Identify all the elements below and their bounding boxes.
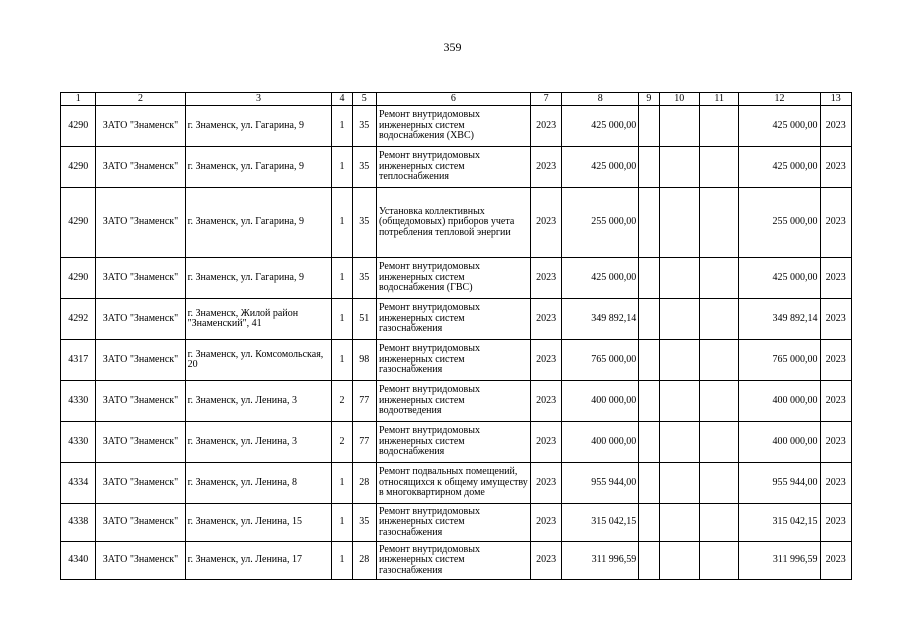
cell-col-10	[659, 258, 700, 299]
cell-total-cost: 425 000,00	[739, 258, 820, 299]
cell-completion-year: 2023	[820, 340, 852, 381]
column-header-2: 2	[96, 93, 185, 106]
table-row	[61, 542, 852, 580]
cell-col-10	[659, 106, 700, 147]
cell-work-type: Ремонт внутридомовых инженерных систем водоснабжения (ХВС)	[376, 106, 530, 147]
cell-municipality: ЗАТО "Знаменск"	[96, 381, 185, 422]
cell-col-5: 98	[352, 340, 376, 381]
cell-total-cost: 400 000,00	[739, 422, 820, 463]
column-header-11: 11	[700, 93, 739, 106]
cell-col-10	[659, 381, 700, 422]
table-row	[61, 463, 852, 504]
cell-year: 2023	[530, 504, 561, 542]
cell-col-9	[639, 299, 659, 340]
cell-total-cost: 425 000,00	[739, 106, 820, 147]
cell-address: г. Знаменск, ул. Гагарина, 9	[185, 106, 332, 147]
cell-col-9	[639, 106, 659, 147]
cell-col-11	[700, 463, 739, 504]
cell-total-cost: 311 996,59	[739, 542, 820, 580]
cell-col-4: 1	[332, 299, 352, 340]
column-header-4: 4	[332, 93, 352, 106]
cell-municipality: ЗАТО "Знаменск"	[96, 299, 185, 340]
cell-col-9	[639, 463, 659, 504]
cell-work-type: Ремонт внутридомовых инженерных систем теплоснабжения	[376, 147, 530, 188]
cell-municipality: ЗАТО "Знаменск"	[96, 258, 185, 299]
cell-col-5: 35	[352, 106, 376, 147]
cell-row-id: 4330	[61, 422, 96, 463]
cell-total-cost: 765 000,00	[739, 340, 820, 381]
cell-address: г. Знаменск, Жилой район "Знаменский", 41	[185, 299, 332, 340]
cell-year: 2023	[530, 188, 561, 258]
cell-address: г. Знаменск, ул. Гагарина, 9	[185, 147, 332, 188]
cell-row-id: 4340	[61, 542, 96, 580]
cell-work-type: Ремонт внутридомовых инженерных систем водоотведения	[376, 381, 530, 422]
cell-completion-year: 2023	[820, 381, 852, 422]
cell-year: 2023	[530, 299, 561, 340]
cell-work-type: Ремонт подвальных помещений, относящихся к общему имуществу в многоквартирном доме	[376, 463, 530, 504]
cell-row-id: 4290	[61, 188, 96, 258]
cell-col-11	[700, 422, 739, 463]
cell-col-11	[700, 542, 739, 580]
cell-col-11	[700, 340, 739, 381]
cell-col-9	[639, 381, 659, 422]
cell-year: 2023	[530, 422, 561, 463]
cell-address: г. Знаменск, ул. Гагарина, 9	[185, 258, 332, 299]
column-header-12: 12	[739, 93, 820, 106]
cell-year: 2023	[530, 542, 561, 580]
cell-col-10	[659, 340, 700, 381]
column-header-5: 5	[352, 93, 376, 106]
cell-completion-year: 2023	[820, 258, 852, 299]
cell-col-9	[639, 504, 659, 542]
cell-col-4: 1	[332, 340, 352, 381]
cell-col-10	[659, 504, 700, 542]
cell-work-type: Ремонт внутридомовых инженерных систем водоснабжения (ГВС)	[376, 258, 530, 299]
cell-col-9	[639, 542, 659, 580]
cell-total-cost: 955 944,00	[739, 463, 820, 504]
cell-completion-year: 2023	[820, 106, 852, 147]
cell-cost: 400 000,00	[562, 381, 639, 422]
cell-row-id: 4334	[61, 463, 96, 504]
cell-col-11	[700, 106, 739, 147]
cell-cost: 400 000,00	[562, 422, 639, 463]
cell-col-5: 77	[352, 381, 376, 422]
cell-col-11	[700, 147, 739, 188]
cell-year: 2023	[530, 147, 561, 188]
cell-address: г. Знаменск, ул. Ленина, 3	[185, 381, 332, 422]
cell-col-5: 77	[352, 422, 376, 463]
cell-row-id: 4330	[61, 381, 96, 422]
page-number: 359	[443, 40, 462, 54]
cell-cost: 425 000,00	[562, 258, 639, 299]
column-header-9: 9	[639, 93, 659, 106]
cell-col-11	[700, 188, 739, 258]
column-number-row	[61, 93, 852, 106]
column-header-3: 3	[185, 93, 332, 106]
table-row	[61, 188, 852, 258]
table-body	[61, 106, 852, 580]
cell-address: г. Знаменск, ул. Ленина, 15	[185, 504, 332, 542]
cell-col-11	[700, 299, 739, 340]
column-header-13: 13	[820, 93, 852, 106]
cell-address: г. Знаменск, ул. Ленина, 17	[185, 542, 332, 580]
cell-completion-year: 2023	[820, 422, 852, 463]
cell-row-id: 4290	[61, 258, 96, 299]
cell-address: г. Знаменск, ул. Гагарина, 9	[185, 188, 332, 258]
cell-completion-year: 2023	[820, 299, 852, 340]
table-row	[61, 106, 852, 147]
cell-row-id: 4317	[61, 340, 96, 381]
cell-cost: 425 000,00	[562, 147, 639, 188]
cell-col-10	[659, 422, 700, 463]
cell-col-4: 2	[332, 422, 352, 463]
cell-cost: 311 996,59	[562, 542, 639, 580]
cell-work-type: Ремонт внутридомовых инженерных систем газоснабжения	[376, 542, 530, 580]
cell-col-9	[639, 147, 659, 188]
cell-work-type: Ремонт внутридомовых инженерных систем газоснабжения	[376, 504, 530, 542]
cell-municipality: ЗАТО "Знаменск"	[96, 422, 185, 463]
cell-col-10	[659, 147, 700, 188]
cell-row-id: 4292	[61, 299, 96, 340]
cell-municipality: ЗАТО "Знаменск"	[96, 188, 185, 258]
cell-col-10	[659, 188, 700, 258]
cell-row-id: 4338	[61, 504, 96, 542]
cell-address: г. Знаменск, ул. Ленина, 8	[185, 463, 332, 504]
table-row	[61, 381, 852, 422]
cell-year: 2023	[530, 106, 561, 147]
cell-col-10	[659, 463, 700, 504]
cell-col-5: 35	[352, 188, 376, 258]
table-row	[61, 422, 852, 463]
cell-col-5: 35	[352, 147, 376, 188]
column-header-6: 6	[376, 93, 530, 106]
cell-col-5: 28	[352, 463, 376, 504]
cell-cost: 349 892,14	[562, 299, 639, 340]
cell-address: г. Знаменск, ул. Комсомольская, 20	[185, 340, 332, 381]
cell-completion-year: 2023	[820, 504, 852, 542]
cell-year: 2023	[530, 340, 561, 381]
table-row	[61, 147, 852, 188]
cell-col-9	[639, 422, 659, 463]
cell-row-id: 4290	[61, 106, 96, 147]
cell-col-10	[659, 299, 700, 340]
cell-cost: 425 000,00	[562, 106, 639, 147]
cell-col-4: 1	[332, 258, 352, 299]
cell-year: 2023	[530, 381, 561, 422]
cell-year: 2023	[530, 258, 561, 299]
cell-total-cost: 255 000,00	[739, 188, 820, 258]
cell-total-cost: 349 892,14	[739, 299, 820, 340]
table-row	[61, 299, 852, 340]
cell-total-cost: 425 000,00	[739, 147, 820, 188]
cell-col-4: 1	[332, 504, 352, 542]
cell-col-5: 35	[352, 504, 376, 542]
cell-col-4: 2	[332, 381, 352, 422]
cell-col-9	[639, 188, 659, 258]
cell-total-cost: 315 042,15	[739, 504, 820, 542]
cell-cost: 765 000,00	[562, 340, 639, 381]
cell-work-type: Ремонт внутридомовых инженерных систем газоснабжения	[376, 340, 530, 381]
cell-col-10	[659, 542, 700, 580]
cell-completion-year: 2023	[820, 542, 852, 580]
cell-completion-year: 2023	[820, 147, 852, 188]
table-row	[61, 504, 852, 542]
cell-col-5: 51	[352, 299, 376, 340]
cell-col-4: 1	[332, 106, 352, 147]
cell-work-type: Ремонт внутридомовых инженерных систем газоснабжения	[376, 299, 530, 340]
cell-cost: 955 944,00	[562, 463, 639, 504]
cell-completion-year: 2023	[820, 463, 852, 504]
cell-col-4: 1	[332, 147, 352, 188]
cell-work-type: Установка коллективных (общедомовых) приборов учета потребления тепловой энергии	[376, 188, 530, 258]
cell-municipality: ЗАТО "Знаменск"	[96, 106, 185, 147]
cell-municipality: ЗАТО "Знаменск"	[96, 340, 185, 381]
capital-repair-table	[60, 92, 852, 580]
cell-row-id: 4290	[61, 147, 96, 188]
column-header-1: 1	[61, 93, 96, 106]
cell-municipality: ЗАТО "Знаменск"	[96, 147, 185, 188]
cell-col-5: 35	[352, 258, 376, 299]
column-header-8: 8	[562, 93, 639, 106]
cell-col-4: 1	[332, 542, 352, 580]
cell-col-11	[700, 504, 739, 542]
cell-total-cost: 400 000,00	[739, 381, 820, 422]
cell-col-4: 1	[332, 463, 352, 504]
cell-municipality: ЗАТО "Знаменск"	[96, 504, 185, 542]
table-row	[61, 340, 852, 381]
cell-cost: 255 000,00	[562, 188, 639, 258]
cell-col-5: 28	[352, 542, 376, 580]
cell-work-type: Ремонт внутридомовых инженерных систем водоснабжения	[376, 422, 530, 463]
cell-col-11	[700, 258, 739, 299]
column-header-7: 7	[530, 93, 561, 106]
cell-col-4: 1	[332, 188, 352, 258]
cell-col-11	[700, 381, 739, 422]
cell-municipality: ЗАТО "Знаменск"	[96, 463, 185, 504]
cell-col-9	[639, 258, 659, 299]
cell-municipality: ЗАТО "Знаменск"	[96, 542, 185, 580]
cell-year: 2023	[530, 463, 561, 504]
cell-address: г. Знаменск, ул. Ленина, 3	[185, 422, 332, 463]
cell-completion-year: 2023	[820, 188, 852, 258]
cell-col-9	[639, 340, 659, 381]
cell-cost: 315 042,15	[562, 504, 639, 542]
table-row	[61, 258, 852, 299]
column-header-10: 10	[659, 93, 700, 106]
